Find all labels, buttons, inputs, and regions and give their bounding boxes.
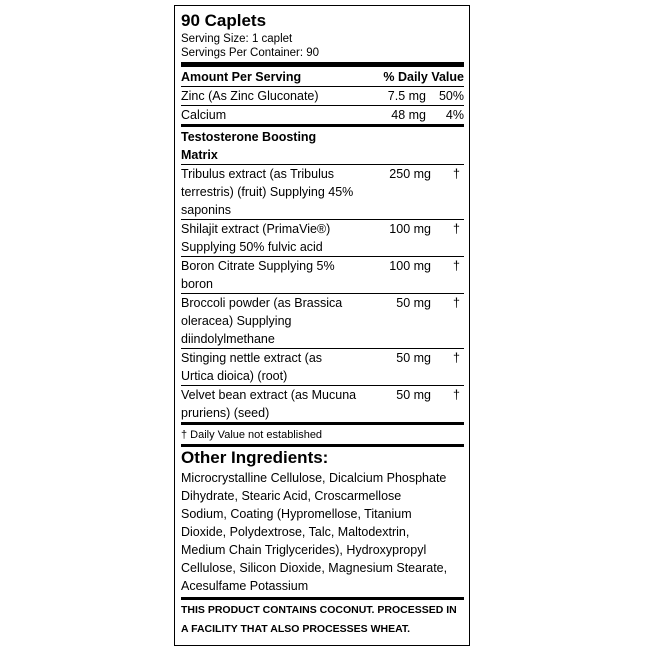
ingredient-dv: †	[453, 259, 460, 273]
ingredient-name: Stinging nettle extract (as Urtica dioica) (root)	[181, 351, 323, 383]
nutrient-amount: 48 mg	[391, 108, 426, 122]
other-ingredients-text: Microcrystalline Cellulose, Dicalcium Phosphate Dihydrate, Stearic Acid, Croscarmellose Sodium, Coating (Hypromellose, Titanium Dioxide, Polydextrose, Talc, Maltodextrin, Medium Chain Triglycerides), Hydroxypropyl Cellulose, Silicon Dioxide, Magnesium Stearate, Acesulfame Potassium	[181, 471, 448, 593]
column-header	[181, 67, 464, 86]
nutrient-name: Calcium	[181, 108, 227, 122]
ingredient-dv: †	[453, 351, 460, 365]
other-ingredients-title: Other Ingredients:	[181, 448, 329, 467]
nutrient-row	[181, 87, 464, 106]
ingredient-amount: 50 mg	[396, 388, 431, 402]
matrix-row	[181, 349, 464, 386]
matrix-title-line: Matrix	[181, 148, 218, 162]
ingredient-amount: 50 mg	[396, 296, 431, 310]
ingredient-dv: †	[453, 388, 460, 402]
ingredient-name: Shilajit extract (PrimaVie®) Supplying 50% fulvic acid	[181, 222, 331, 254]
daily-value-heading: % Daily Value	[383, 70, 464, 84]
serving-size: Serving Size: 1 caplet	[181, 33, 293, 45]
ingredient-name: Broccoli powder (as Brassica oleracea) Supplying diindolylmethane	[181, 296, 343, 346]
ingredient-amount: 250 mg	[389, 167, 431, 181]
matrix-row	[181, 386, 464, 422]
nutrient-row	[181, 106, 464, 124]
supplement-facts-label	[174, 5, 470, 646]
ingredient-amount: 100 mg	[389, 222, 431, 236]
nutrient-dv: 4%	[445, 108, 464, 122]
ingredient-name: Boron Citrate Supplying 5% boron	[181, 259, 335, 291]
ingredient-name: Tribulus extract (as Tribulus terrestris) (fruit) Supplying 45% saponins	[181, 167, 354, 217]
matrix-title	[181, 127, 464, 165]
ingredient-name: Velvet bean extract (as Mucuna pruriens) (seed)	[181, 388, 357, 420]
matrix-title-line: Testosterone Boosting	[181, 130, 317, 144]
nutrient-amount: 7.5 mg	[387, 89, 426, 103]
matrix-row	[181, 257, 464, 294]
ingredient-dv: †	[453, 296, 460, 310]
nutrient-name: Zinc (As Zinc Gluconate)	[181, 89, 319, 103]
matrix-row	[181, 294, 464, 349]
matrix-row	[181, 220, 464, 257]
servings-per-container: Servings Per Container: 90	[181, 47, 320, 59]
allergen-warning: THIS PRODUCT CONTAINS COCONUT. PROCESSED IN A FACILITY THAT ALSO PROCESSES WHEAT.	[181, 604, 457, 635]
ingredient-amount: 100 mg	[389, 259, 431, 273]
ingredient-dv: †	[453, 222, 460, 236]
footnote: † Daily Value not established	[181, 429, 323, 441]
ingredient-dv: †	[453, 167, 460, 181]
ingredient-amount: 50 mg	[396, 351, 431, 365]
matrix-row	[181, 165, 464, 220]
label-title: 90 Caplets	[181, 11, 267, 30]
nutrient-dv: 50%	[438, 89, 464, 103]
amount-per-serving-heading: Amount Per Serving	[181, 70, 302, 84]
